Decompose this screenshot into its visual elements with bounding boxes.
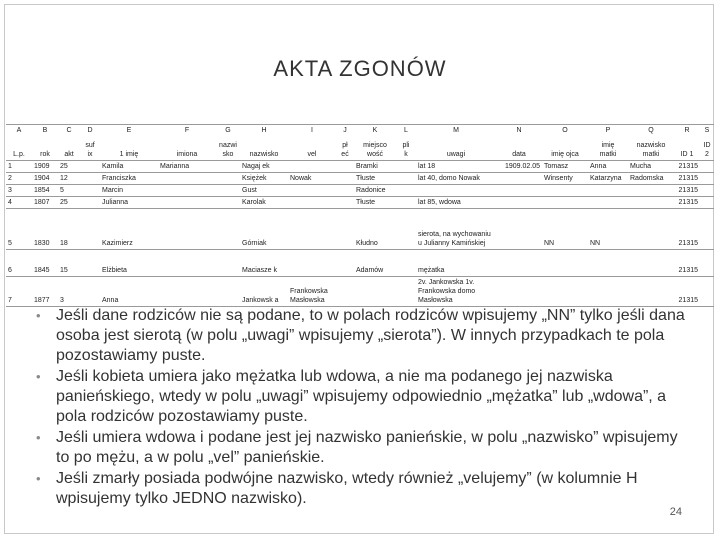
- table-cell-suf: [80, 173, 100, 185]
- table-cell-id1: 21315: [674, 250, 700, 277]
- table-cell-miejsc: Tłuste: [354, 173, 396, 185]
- table-cell-id2: [700, 197, 714, 209]
- column-header: nazwisko matki: [628, 138, 674, 161]
- table-cell-plik: [396, 250, 416, 277]
- table-cell-lp: 6: [6, 250, 32, 277]
- table-cell-plec: [336, 277, 354, 307]
- table-cell-id2: [700, 250, 714, 277]
- table-cell-nazw_matki: [628, 277, 674, 307]
- table-row: [6, 197, 714, 209]
- column-header: uwagi: [416, 138, 496, 161]
- table-cell-nazw_matki: [628, 185, 674, 197]
- table-cell-ojciec: [542, 197, 588, 209]
- page-title: AKTA ZGONÓW: [273, 56, 447, 81]
- table-cell-nazwisko: Karolak: [240, 197, 288, 209]
- bullet-icon: •: [36, 308, 41, 323]
- note-text: Jeśli zmarły posiada podwójne nazwisko, wtedy również „velujemy” (w kolumnie H wpisujemy tylko JEDNO nazwisko).: [56, 470, 638, 507]
- table-cell-plik: [396, 185, 416, 197]
- table-cell-imie: Elżbieta: [100, 250, 158, 277]
- table-cell-akt: 25: [58, 161, 80, 173]
- table-cell-imie: Anna: [100, 277, 158, 307]
- table-cell-id2: [700, 209, 714, 250]
- table-cell-imie_matki: [588, 250, 628, 277]
- table-cell-vel: Frankowska Masłowska: [288, 277, 336, 307]
- table-cell-id1: 21315: [674, 173, 700, 185]
- table-cell-suf: [80, 277, 100, 307]
- table-cell-imie_matki: [588, 185, 628, 197]
- table-cell-nazw_matki: [628, 209, 674, 250]
- table-row: [6, 250, 714, 277]
- table-row: [6, 173, 714, 185]
- column-letter: E: [100, 125, 158, 139]
- table-cell-ojciec: Tomasz: [542, 161, 588, 173]
- table-cell-miejsc: [354, 277, 396, 307]
- table-cell-nazw_g: [216, 173, 240, 185]
- table-cell-miejsc: Radonice: [354, 185, 396, 197]
- column-letter: S: [700, 125, 714, 139]
- column-header: 1 imię: [100, 138, 158, 161]
- table-cell-rok: 1830: [32, 209, 58, 250]
- column-letter: P: [588, 125, 628, 139]
- note-text: Jeśli umiera wdowa i podane jest jej nazwisko panieńskie, w polu „nazwisko” wpisujemy to po mężu, a w polu „vel” panieńskie.: [56, 429, 678, 466]
- table-cell-vel: [288, 161, 336, 173]
- table-cell-vel: [288, 185, 336, 197]
- table-row: [6, 185, 714, 197]
- table-cell-vel: Nowak: [288, 173, 336, 185]
- table-cell-lp: 4: [6, 197, 32, 209]
- column-header: rok: [32, 138, 58, 161]
- column-header: imię ojca: [542, 138, 588, 161]
- table-cell-miejsc: Bramki: [354, 161, 396, 173]
- column-letter: Q: [628, 125, 674, 139]
- column-letter: H: [240, 125, 288, 139]
- akta-table: [6, 124, 714, 307]
- table-cell-plec: [336, 173, 354, 185]
- table-cell-id2: [700, 277, 714, 307]
- column-names-row: [6, 138, 714, 161]
- table-cell-rok: 1807: [32, 197, 58, 209]
- column-header: akt: [58, 138, 80, 161]
- table-cell-ojciec: [542, 250, 588, 277]
- notes-list: [30, 306, 692, 510]
- table-cell-imie: Kamila: [100, 161, 158, 173]
- table-cell-uwagi: mężatka: [416, 250, 496, 277]
- table-cell-imie_matki: [588, 277, 628, 307]
- table-cell-nazw_g: [216, 197, 240, 209]
- column-header: pli k: [396, 138, 416, 161]
- table-cell-imie_matki: NN: [588, 209, 628, 250]
- column-header: suf ix: [80, 138, 100, 161]
- column-letter: G: [216, 125, 240, 139]
- table-cell-akt: 3: [58, 277, 80, 307]
- table-cell-data: [496, 197, 542, 209]
- table-cell-plec: [336, 197, 354, 209]
- table-cell-nazw_g: [216, 161, 240, 173]
- table-cell-plik: [396, 197, 416, 209]
- table-cell-nazw_g: [216, 277, 240, 307]
- table-cell-uwagi: sierota, na wychowaniu u Julianny Kamińskiej: [416, 209, 496, 250]
- table-cell-vel: [288, 209, 336, 250]
- note-item: [30, 428, 692, 468]
- column-letter: F: [158, 125, 216, 139]
- table-cell-nazw_matki: [628, 197, 674, 209]
- table-cell-data: [496, 250, 542, 277]
- table-cell-akt: 25: [58, 197, 80, 209]
- table-cell-imiona: [158, 185, 216, 197]
- table-cell-suf: [80, 209, 100, 250]
- table-cell-imie: Franciszka: [100, 173, 158, 185]
- table-cell-id2: [700, 173, 714, 185]
- table-cell-lp: 5: [6, 209, 32, 250]
- table-cell-data: [496, 185, 542, 197]
- column-header: vel: [288, 138, 336, 161]
- table-cell-lp: 1: [6, 161, 32, 173]
- table-cell-nazw_g: [216, 250, 240, 277]
- table-cell-uwagi: [416, 185, 496, 197]
- column-header: ID 1: [674, 138, 700, 161]
- table-cell-nazwisko: Maciasze k: [240, 250, 288, 277]
- table-cell-imiona: [158, 197, 216, 209]
- table-cell-id2: [700, 161, 714, 173]
- column-header: L.p.: [6, 138, 32, 161]
- table-cell-imie: Kazimierz: [100, 209, 158, 250]
- table-cell-ojciec: [542, 277, 588, 307]
- table-row: [6, 277, 714, 307]
- table-cell-plik: [396, 173, 416, 185]
- table-cell-id1: 21315: [674, 277, 700, 307]
- table-cell-akt: 18: [58, 209, 80, 250]
- table-cell-imie: Marcin: [100, 185, 158, 197]
- bullet-icon: •: [36, 471, 41, 486]
- table-cell-ojciec: [542, 185, 588, 197]
- table-cell-lp: 7: [6, 277, 32, 307]
- column-letter: B: [32, 125, 58, 139]
- table-cell-imie_matki: [588, 197, 628, 209]
- column-header: nazwisko: [240, 138, 288, 161]
- table-cell-suf: [80, 161, 100, 173]
- bullet-icon: •: [36, 369, 41, 384]
- table-cell-plec: [336, 161, 354, 173]
- table-cell-uwagi: lat 18: [416, 161, 496, 173]
- table-cell-ojciec: NN: [542, 209, 588, 250]
- column-header: data: [496, 138, 542, 161]
- table-cell-nazwisko: Gust: [240, 185, 288, 197]
- column-letter: R: [674, 125, 700, 139]
- note-item: [30, 469, 692, 509]
- table-cell-suf: [80, 250, 100, 277]
- column-header: imię matki: [588, 138, 628, 161]
- table-cell-nazwisko: Nagaj ek: [240, 161, 288, 173]
- table-cell-miejsc: Adamów: [354, 250, 396, 277]
- table-cell-rok: 1909: [32, 161, 58, 173]
- column-letter: D: [80, 125, 100, 139]
- table-cell-id1: 21315: [674, 197, 700, 209]
- column-header: imiona: [158, 138, 216, 161]
- column-letter: J: [336, 125, 354, 139]
- table-cell-plec: [336, 250, 354, 277]
- table-cell-akt: 12: [58, 173, 80, 185]
- table-cell-nazw_matki: Mucha: [628, 161, 674, 173]
- table-cell-imiona: [158, 173, 216, 185]
- table-row: [6, 161, 714, 173]
- table-cell-suf: [80, 185, 100, 197]
- table-cell-id1: 21315: [674, 161, 700, 173]
- table-cell-lp: 2: [6, 173, 32, 185]
- table-cell-imiona: [158, 277, 216, 307]
- column-header: miejsco wość: [354, 138, 396, 161]
- table-cell-imiona: [158, 250, 216, 277]
- table-cell-rok: 1845: [32, 250, 58, 277]
- column-letter: N: [496, 125, 542, 139]
- column-letter: A: [6, 125, 32, 139]
- table-cell-vel: [288, 250, 336, 277]
- table-cell-imie: Julianna: [100, 197, 158, 209]
- table-cell-id1: 21315: [674, 185, 700, 197]
- column-letter: L: [396, 125, 416, 139]
- table-cell-nazw_g: [216, 185, 240, 197]
- table-cell-miejsc: Kłudno: [354, 209, 396, 250]
- table-cell-suf: [80, 197, 100, 209]
- table-cell-uwagi: lat 40, domo Nowak: [416, 173, 496, 185]
- table-cell-data: [496, 173, 542, 185]
- table-cell-plec: [336, 185, 354, 197]
- table-cell-nazwisko: Księżek: [240, 173, 288, 185]
- table-cell-akt: 5: [58, 185, 80, 197]
- table-cell-rok: 1904: [32, 173, 58, 185]
- table-cell-nazw_matki: [628, 250, 674, 277]
- table-cell-imiona: Marianna: [158, 161, 216, 173]
- table-cell-uwagi: 2v. Jankowska 1v. Frankowska domo Masłowska: [416, 277, 496, 307]
- page-number: 24: [669, 506, 682, 518]
- table-cell-uwagi: lat 85, wdowa: [416, 197, 496, 209]
- column-letter: K: [354, 125, 396, 139]
- table-cell-vel: [288, 197, 336, 209]
- column-header: pł eć: [336, 138, 354, 161]
- table-cell-akt: 15: [58, 250, 80, 277]
- table-cell-id2: [700, 185, 714, 197]
- bullet-icon: •: [36, 430, 41, 445]
- column-letter: O: [542, 125, 588, 139]
- column-header: nazwi sko: [216, 138, 240, 161]
- table-cell-miejsc: Tłuste: [354, 197, 396, 209]
- table-cell-data: 1909.02.05: [496, 161, 542, 173]
- column-letter: C: [58, 125, 80, 139]
- table-cell-imiona: [158, 209, 216, 250]
- table-cell-rok: 1877: [32, 277, 58, 307]
- column-letters-row: [6, 125, 714, 139]
- table-cell-nazwisko: Jankowsk a: [240, 277, 288, 307]
- table-cell-data: [496, 209, 542, 250]
- column-header: ID 2: [700, 138, 714, 161]
- table-cell-nazwisko: Górniak: [240, 209, 288, 250]
- table-cell-imie_matki: Anna: [588, 161, 628, 173]
- table-cell-rok: 1854: [32, 185, 58, 197]
- table-row: [6, 209, 714, 250]
- note-item: [30, 367, 692, 427]
- table-cell-nazw_g: [216, 209, 240, 250]
- table-cell-data: [496, 277, 542, 307]
- table-cell-plik: [396, 277, 416, 307]
- note-text: Jeśli kobieta umiera jako mężatka lub wdowa, a nie ma podanego jej nazwiska panieńskiego, wtedy w polu „uwagi” wpisujemy odpowiednio „mężatka” lub „wdowa”, a pola rodziców pozostawiamy puste.: [56, 368, 667, 425]
- table-cell-imie_matki: Katarzyna: [588, 173, 628, 185]
- table-cell-plik: [396, 161, 416, 173]
- table-cell-id1: 21315: [674, 209, 700, 250]
- column-letter: I: [288, 125, 336, 139]
- column-letter: M: [416, 125, 496, 139]
- table-cell-plec: [336, 209, 354, 250]
- table-cell-ojciec: Winsenty: [542, 173, 588, 185]
- table-cell-plik: [396, 209, 416, 250]
- table-cell-lp: 3: [6, 185, 32, 197]
- table-cell-nazw_matki: Radomska: [628, 173, 674, 185]
- note-item: [30, 306, 692, 366]
- note-text: Jeśli dane rodziców nie są podane, to w polach rodziców wpisujemy „NN” tylko jeśli dana osoba jest sierotą (w polu „uwagi” wpisujemy „sierota”). W innych przypadkach te pola pozostawiamy puste.: [56, 307, 685, 364]
